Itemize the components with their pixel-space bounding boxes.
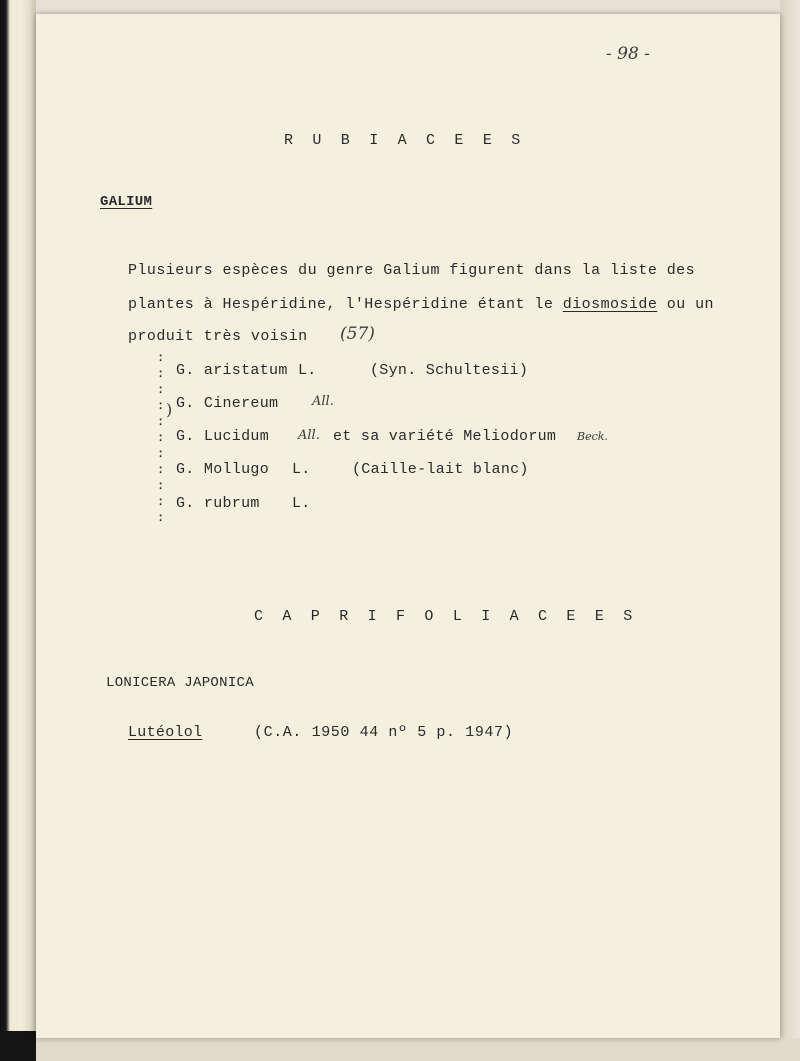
species-note: (Caille-lait blanc) [352, 461, 529, 478]
margin-colon: : [157, 399, 165, 413]
document-page [36, 14, 780, 1038]
margin-colon: : [157, 463, 165, 477]
genus-lonicera-japonica: LONICERA JAPONICA [106, 675, 254, 691]
margin-colon: : [157, 383, 165, 397]
species-handwritten-author: All. [312, 394, 334, 409]
species-name: G. Cinereum [176, 395, 279, 412]
species-name: G. aristatum [176, 362, 288, 379]
page-bottom-margin [36, 1038, 800, 1061]
section-heading-rubiacees: R U B I A C E E S [284, 132, 526, 149]
species-author: L. [298, 362, 317, 379]
margin-colon: : [157, 351, 165, 365]
species-name: G. Lucidum [176, 428, 270, 445]
species-author: L. [292, 495, 311, 512]
species-author: L. [292, 461, 311, 478]
paragraph-line-3: produit très voisin [128, 328, 308, 345]
paragraph-line-2-end: ou un [657, 296, 715, 313]
margin-colon: : [157, 431, 165, 445]
paragraph-line-2 [128, 296, 714, 313]
genus-galium: GALIUM [100, 194, 153, 210]
compound-reference: (C.A. 1950 44 nº 5 p. 1947) [254, 724, 514, 741]
species-note: et sa variété Meliodorum [333, 428, 557, 445]
page-right-margin [780, 0, 800, 1061]
underlined-term-diosmoside: diosmoside [562, 296, 658, 313]
section-heading-caprifoliacees: C A P R I F O L I A C E E S [254, 608, 638, 625]
margin-colon: : [157, 447, 165, 461]
species-handwritten-suffix: Beck. [577, 430, 608, 443]
species-note: (Syn. Schultesii) [370, 362, 529, 379]
margin-colon: : [157, 495, 165, 509]
book-bottom-corner [0, 1031, 40, 1061]
bracket-mark: ) [166, 400, 173, 419]
species-name: G. Mollugo [176, 461, 270, 478]
paragraph-line-2-start: plantes à Hespéridine, l'Hespéridine étant le [128, 296, 563, 313]
margin-colon: : [157, 479, 165, 493]
handwritten-reference-57: (57) [340, 324, 375, 344]
margin-colon: : [157, 367, 165, 381]
page-top-margin [36, 0, 800, 14]
species-handwritten-author: All. [298, 428, 320, 443]
margin-colon: : [157, 511, 165, 525]
compound-luteolol: Lutéolol [128, 724, 203, 741]
paragraph-line-1: Plusieurs espèces du genre Galium figurent dans la liste des [128, 262, 696, 279]
margin-colon: : [157, 415, 165, 429]
species-name: G. rubrum [176, 495, 260, 512]
page-number: - 98 - [606, 44, 650, 64]
